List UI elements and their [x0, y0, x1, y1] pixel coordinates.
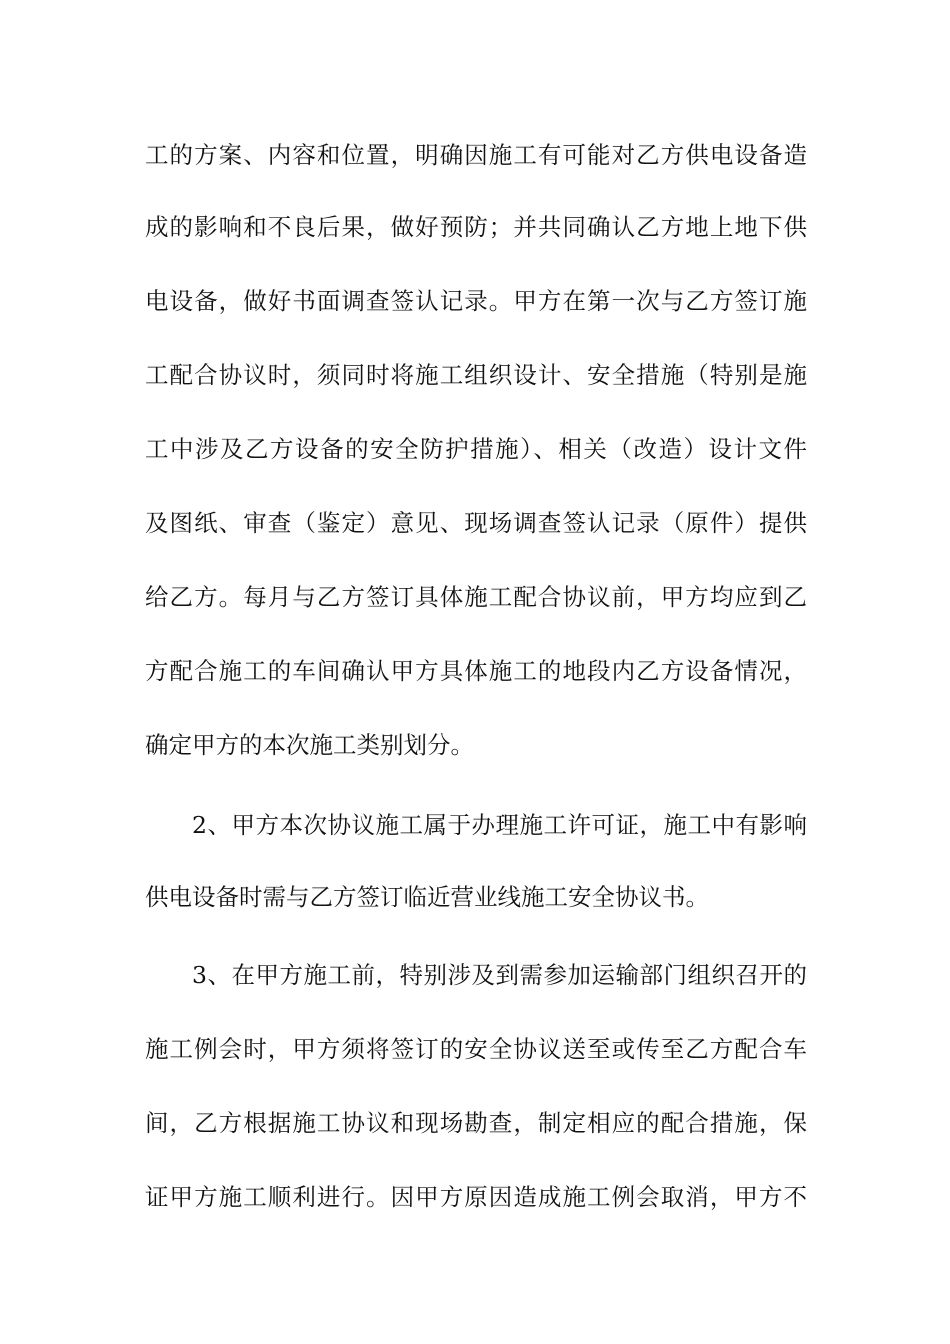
text-line: 成的影响和不良后果，做好预防；并共同确认乙方地上地下供 [145, 213, 807, 241]
text-line: 供电设备时需与乙方签订临近营业线施工安全协议书。 [145, 883, 709, 911]
text-line: 工配合协议时，须同时将施工组织设计、安全措施（特别是施 [145, 361, 807, 389]
text-line: 电设备，做好书面调查签认记录。甲方在第一次与乙方签订施 [145, 287, 807, 315]
text-line: 给乙方。每月与乙方签订具体施工配合协议前，甲方均应到乙 [145, 583, 807, 611]
text-line: 证甲方施工顺利进行。因甲方原因造成施工例会取消，甲方不 [145, 1183, 807, 1211]
text-line: 间，乙方根据施工协议和现场勘查，制定相应的配合措施，保 [145, 1109, 807, 1137]
text-line: 确定甲方的本次施工类别划分。 [145, 731, 474, 759]
text-line: 方配合施工的车间确认甲方具体施工的地段内乙方设备情况， [145, 657, 807, 685]
paragraph-first-line: 2、甲方本次协议施工属于办理施工许可证，施工中有影响 [192, 811, 807, 839]
text-line: 工的方案、内容和位置，明确因施工有可能对乙方供电设备造 [145, 141, 807, 169]
text-line: 及图纸、审查（鉴定）意见、现场调查签认记录（原件）提供 [145, 509, 807, 537]
text-line: 工中涉及乙方设备的安全防护措施）、相关（改造）设计文件 [145, 435, 807, 463]
paragraph-first-line: 3、在甲方施工前，特别涉及到需参加运输部门组织召开的 [192, 961, 807, 989]
text-line: 施工例会时，甲方须将签订的安全协议送至或传至乙方配合车 [145, 1035, 807, 1063]
